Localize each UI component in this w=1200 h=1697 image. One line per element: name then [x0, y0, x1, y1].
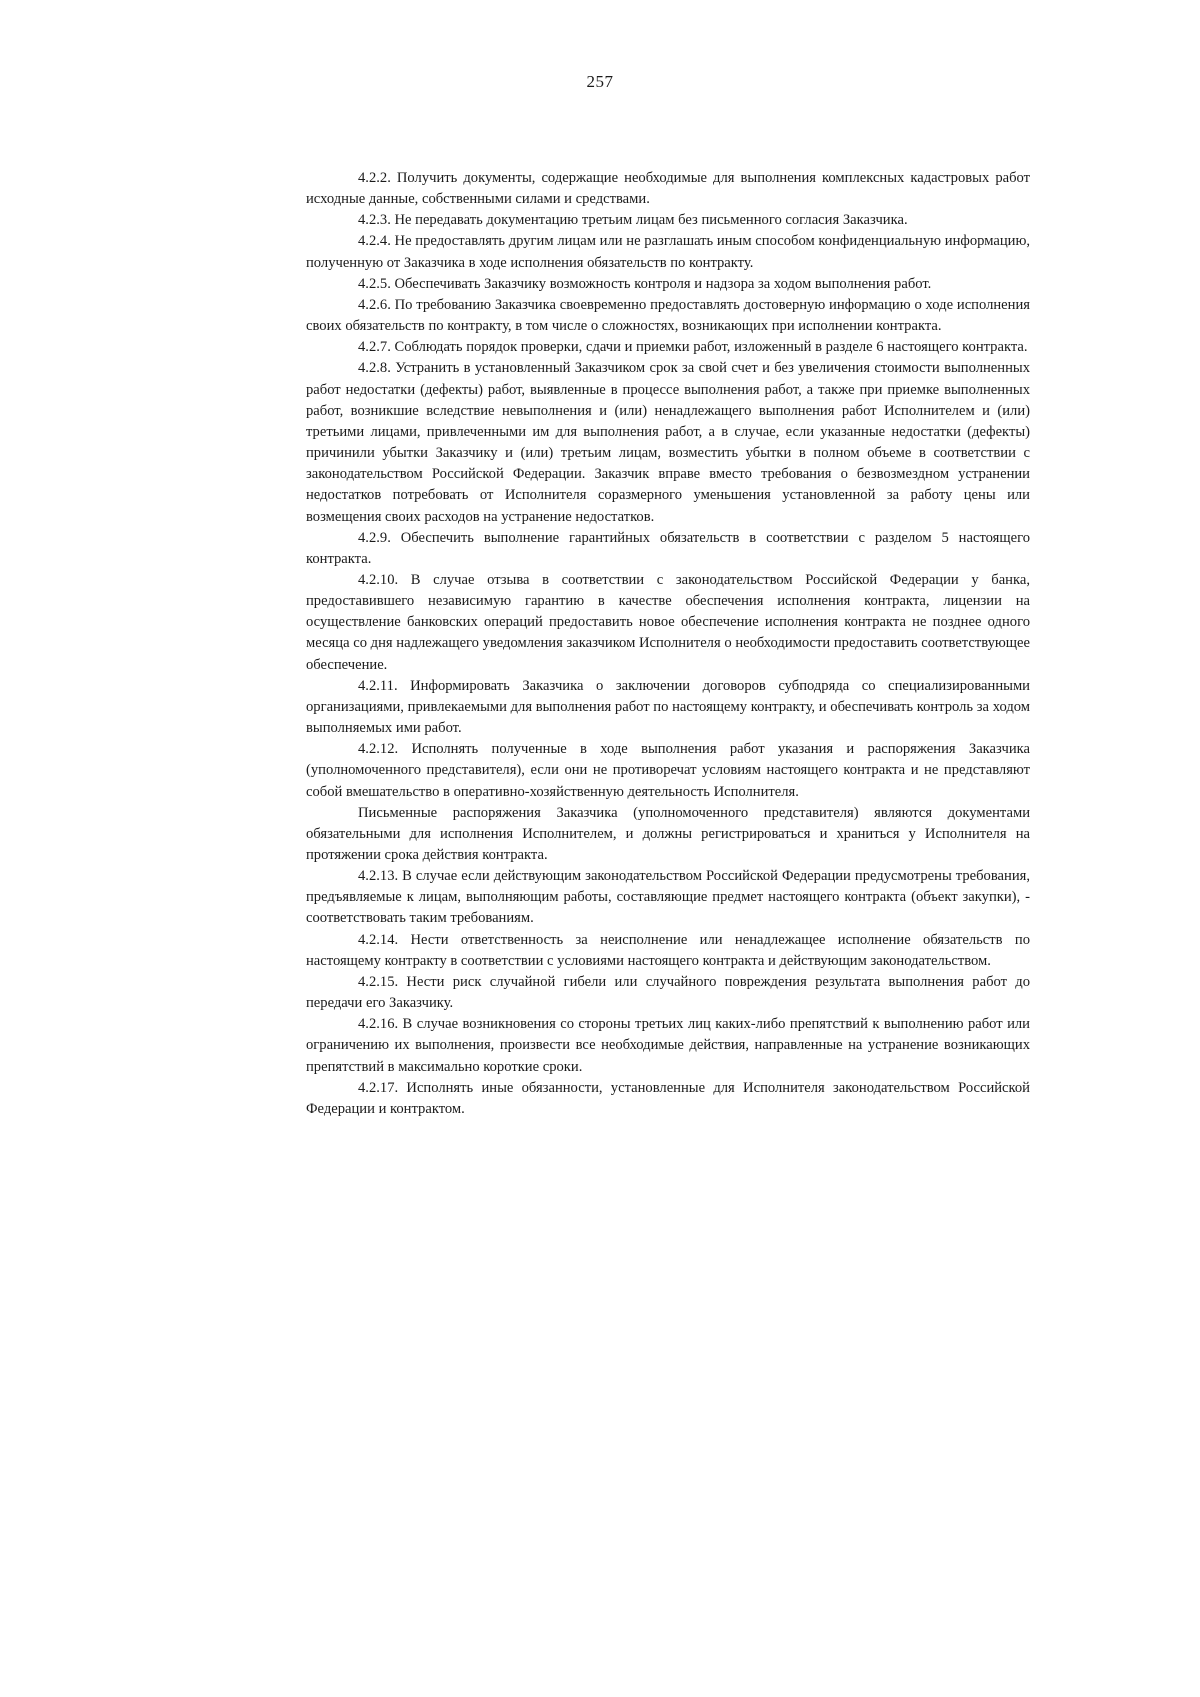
clause-4-2-9: 4.2.9. Обеспечить выполнение гарантийных обязательств в соответствии с разделом 5 настоящего контракта.: [306, 529, 1030, 567]
clause-4-2-6: 4.2.6. По требованию Заказчика своевременно предоставлять достоверную информацию о ходе исполнения своих обязательств по контракту, в том числе о сложностях, возникающих при исполнении контракта.: [306, 296, 1030, 335]
document-body: [306, 168, 1030, 1120]
clause-4-2-11: 4.2.11. Информировать Заказчика о заключении договоров субподряда со специализированными организациями, привлекаемыми для выполнения работ по настоящему контракту, и обеспечивать контроль за ходом выполняемых ими работ.: [306, 677, 1030, 737]
clause-4-2-2: 4.2.2. Получить документы, содержащие необходимые для выполнения комплексных кадастровых работ исходные данные, собственными силами и средствами.: [306, 170, 1030, 208]
clause-4-2-5: 4.2.5. Обеспечивать Заказчику возможность контроля и надзора за ходом выполнения работ.: [358, 275, 932, 292]
clause-4-2-7: 4.2.7. Соблюдать порядок проверки, сдачи и приемки работ, изложенный в разделе 6 настоящего контракта.: [358, 339, 1028, 356]
clause-4-2-12: 4.2.12. Исполнять полученные в ходе выполнения работ указания и распоряжения Заказчика (уполномоченного представителя), если они не противоречат условиям настоящего контракта и не представляют собой вмешательство в оперативно-хозяйственную деятельность Исполнителя.: [306, 741, 1030, 800]
clause-4-2-10: 4.2.10. В случае отзыва в соответствии с законодательством Российской Федерации у банка, предоставившего независимую гарантию в качестве обеспечения исполнения контракта, лицензии на осуществление банковских операций предоставить новое обеспечение исполнения контракта не позднее одного месяца со дня надлежащего уведомления заказчиком Исполнителя о необходимости предоставить соответствующее обеспечение.: [306, 571, 1030, 673]
page-number: 257: [586, 72, 614, 91]
clause-4-2-14: 4.2.14. Нести ответственность за неисполнение или ненадлежащее исполнение обязательств по настоящему контракту в соответствии с условиями настоящего контракта и действующим законодательством.: [306, 931, 1030, 969]
clause-4-2-16: 4.2.16. В случае возникновения со стороны третьих лиц каких-либо препятствий к выполнению работ или ограничению их выполнения, произвести все необходимые действия, направленные на устранение возникающих препятствий в максимально короткие сроки.: [306, 1016, 1030, 1075]
clause-4-2-15: 4.2.15. Нести риск случайной гибели или случайного повреждения результата выполнения работ до передачи его Заказчику.: [306, 973, 1030, 1012]
clause-4-2-13: 4.2.13. В случае если действующим законодательством Российской Федерации предусмотрены требования, предъявляемые к лицам, выполняющим работы, составляющие предмет настоящего контракта (объект закупки), - соответствовать таким требованиям.: [306, 868, 1030, 927]
written-orders-paragraph: Письменные распоряжения Заказчика (уполномоченного представителя) являются документами обязательными для исполнения Исполнителем, и должны регистрироваться и храниться у Исполнителя на протяжении срока действия контракта.: [306, 804, 1030, 863]
clause-4-2-4: 4.2.4. Не предоставлять другим лицам или не разглашать иным способом конфиденциальную информацию, полученную от Заказчика в ходе исполнения обязательств по контракту.: [306, 233, 1030, 271]
clause-4-2-8: 4.2.8. Устранить в установленный Заказчиком срок за свой счет и без увеличения стоимости выполненных работ недостатки (дефекты) работ, выявленные в процессе выполнения работ, а также при приемке выполненных работ, возникшие вследствие невыполнения и (или) ненадлежащего выполнения работ Исполнителем и (или) третьими лицами, привлеченными им для выполнения работ, а в случае, если указанные недостатки (дефекты) причинили убытки Заказчику и (или) третьим лицам, возместить убытки в полном объеме в соответствии с законодательством Российской Федерации. Заказчик вправе вместо требования о безвозмездном устранении недостатков потребовать от Исполнителя соразмерного уменьшения установленной за работу цены или возмещения своих расходов на устранение недостатков.: [306, 360, 1030, 525]
clause-4-2-3: 4.2.3. Не передавать документацию третьим лицам без письменного согласия Заказчика.: [358, 212, 908, 229]
clause-4-2-17: 4.2.17. Исполнять иные обязанности, установленные для Исполнителя законодательством Российской Федерации и контрактом.: [306, 1079, 1030, 1117]
